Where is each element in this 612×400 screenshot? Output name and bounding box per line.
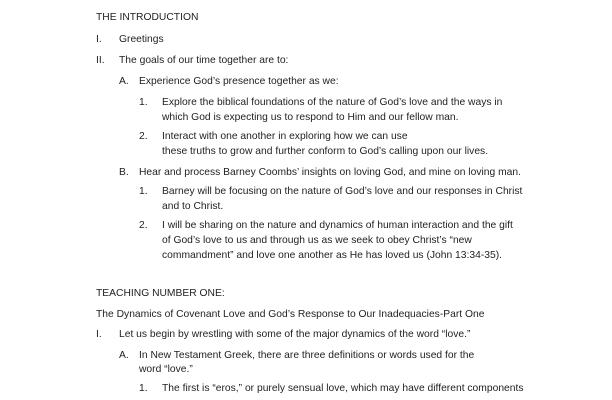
outline-item-text: Greetings bbox=[119, 34, 164, 45]
section-heading-teaching-one: TEACHING NUMBER ONE: bbox=[96, 288, 225, 299]
outline-marker: 1. bbox=[139, 186, 148, 197]
outline-item-text: Hear and process Barney Coombs’ insights on loving God, and mine on loving man. bbox=[139, 167, 521, 178]
outline-item-text: The goals of our time together are to: bbox=[119, 55, 289, 66]
outline-item-text: Barney will be focusing on the nature of God’s love and our responses in Christ bbox=[162, 186, 523, 197]
outline-item-text: I will be sharing on the nature and dynamics of human interaction and the gift bbox=[162, 220, 513, 231]
outline-item-text: and to Christ. bbox=[162, 201, 224, 212]
outline-marker: 1. bbox=[139, 383, 148, 394]
outline-item-text: word “love.” bbox=[139, 364, 193, 375]
outline-item-text: Explore the biblical foundations of the nature of God’s love and the ways in bbox=[162, 97, 503, 108]
outline-marker: 1. bbox=[139, 97, 148, 108]
outline-item-text: these truths to grow and further conform to God’s calling upon our lives. bbox=[162, 146, 489, 157]
outline-marker: A. bbox=[119, 76, 129, 87]
outline-item-text: The first is “eros,” or purely sensual love, which may have different components bbox=[162, 383, 524, 394]
outline-item-text: Interact with one another in exploring how we can use bbox=[162, 131, 408, 142]
outline-marker: II. bbox=[96, 55, 105, 66]
outline-item-text: of God’s love to us and through us as we seek to obey Christ’s “new bbox=[162, 235, 472, 246]
outline-marker: B. bbox=[119, 167, 129, 178]
outline-marker: A. bbox=[119, 350, 129, 361]
outline-item-text: In New Testament Greek, there are three definitions or words used for the bbox=[139, 350, 475, 361]
outline-marker: 2. bbox=[139, 220, 148, 231]
section-heading-introduction: THE INTRODUCTION bbox=[96, 12, 199, 23]
section-subtitle: The Dynamics of Covenant Love and God’s Response to Our Inadequacies-Part One bbox=[96, 309, 485, 320]
outline-marker: I. bbox=[96, 34, 102, 45]
outline-marker: I. bbox=[96, 329, 102, 340]
outline-item-text: Experience God’s presence together as we: bbox=[139, 76, 339, 87]
outline-marker: 2. bbox=[139, 131, 148, 142]
outline-item-text: Let us begin by wrestling with some of the major dynamics of the word “love.” bbox=[119, 329, 471, 340]
outline-item-text: which God is expecting us to respond to Him and our fellow man. bbox=[162, 112, 459, 123]
outline-item-text: commandment” and love one another as He has loved us (John 13:34-35). bbox=[162, 250, 502, 261]
